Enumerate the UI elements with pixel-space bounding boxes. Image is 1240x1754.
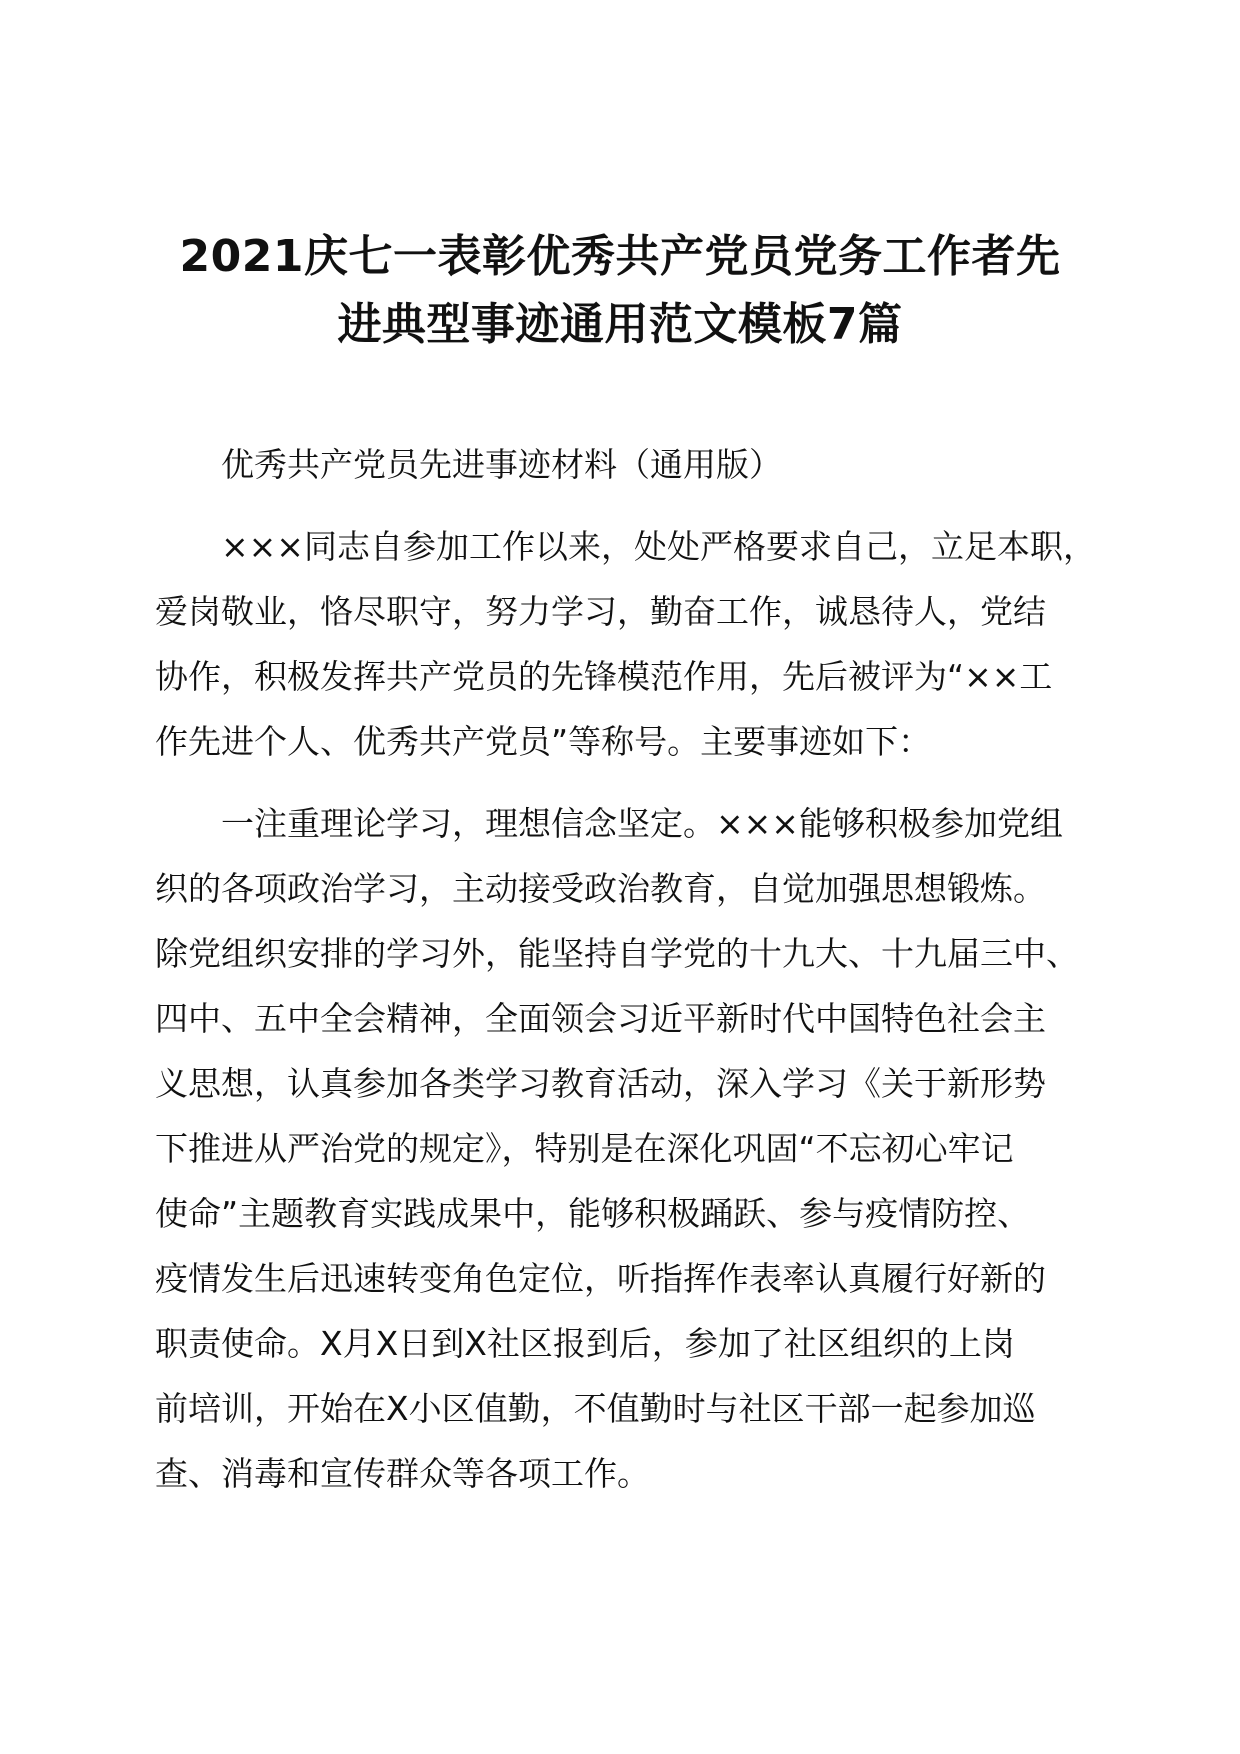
paragraph-1 [155,514,1095,774]
paragraph-1-line: 爱岗敬业，恪尽职守，努力学习，勤奋工作，诚恳待人，党结 [155,592,1046,631]
paragraph-2 [155,791,1095,1506]
paragraph-2-line: 义思想，认真参加各类学习教育活动，深入学习《关于新形势 [155,1064,1046,1103]
title-line-1: 2021庆七一表彰优秀共产党员党务工作者先 [179,231,1061,282]
subtitle-text: 优秀共产党员先进事迹材料（通用版） [221,445,782,484]
document-title [150,223,1090,359]
paragraph-2-line: 疫情发生后迅速转变角色定位，听指挥作表率认真履行好新的 [155,1259,1046,1298]
paragraph-2-line: 一注重理论学习，理想信念坚定。×××能够积极参加党组 [221,804,1063,843]
paragraph-1-line: 作先进个人、优秀共产党员”等称号。主要事迹如下： [155,722,932,761]
paragraph-2-line: 使命”主题教育实践成果中，能够积极踊跃、参与疫情防控、 [155,1194,1031,1233]
subtitle [155,432,1095,497]
paragraph-2-line: 职责使命。X月X日到X社区报到后，参加了社区组织的上岗 [155,1324,1015,1363]
paragraph-2-line: 下推进从严治党的规定》，特别是在深化巩固“不忘初心牢记 [155,1129,1014,1168]
paragraph-2-line: 前培训，开始在X小区值勤，不值勤时与社区干部一起参加巡 [155,1389,1036,1428]
document-body [155,432,1095,1506]
paragraph-2-line: 四中、五中全会精神，全面领会习近平新时代中国特色社会主 [155,999,1046,1038]
paragraph-2-line: 织的各项政治学习，主动接受政治教育，自觉加强思想锻炼。 [155,869,1046,908]
paragraph-1-line: ×××同志自参加工作以来，处处严格要求自己，立足本职， [221,527,1096,566]
title-line-2: 进典型事迹通用范文模板7篇 [337,299,903,350]
paragraph-2-line: 除党组织安排的学习外，能坚持自学党的十九大、十九届三中、 [155,934,1079,973]
paragraph-2-line: 查、消毒和宣传群众等各项工作。 [155,1454,650,1493]
paragraph-1-line: 协作，积极发挥共产党员的先锋模范作用，先后被评为“××工 [155,657,1053,696]
